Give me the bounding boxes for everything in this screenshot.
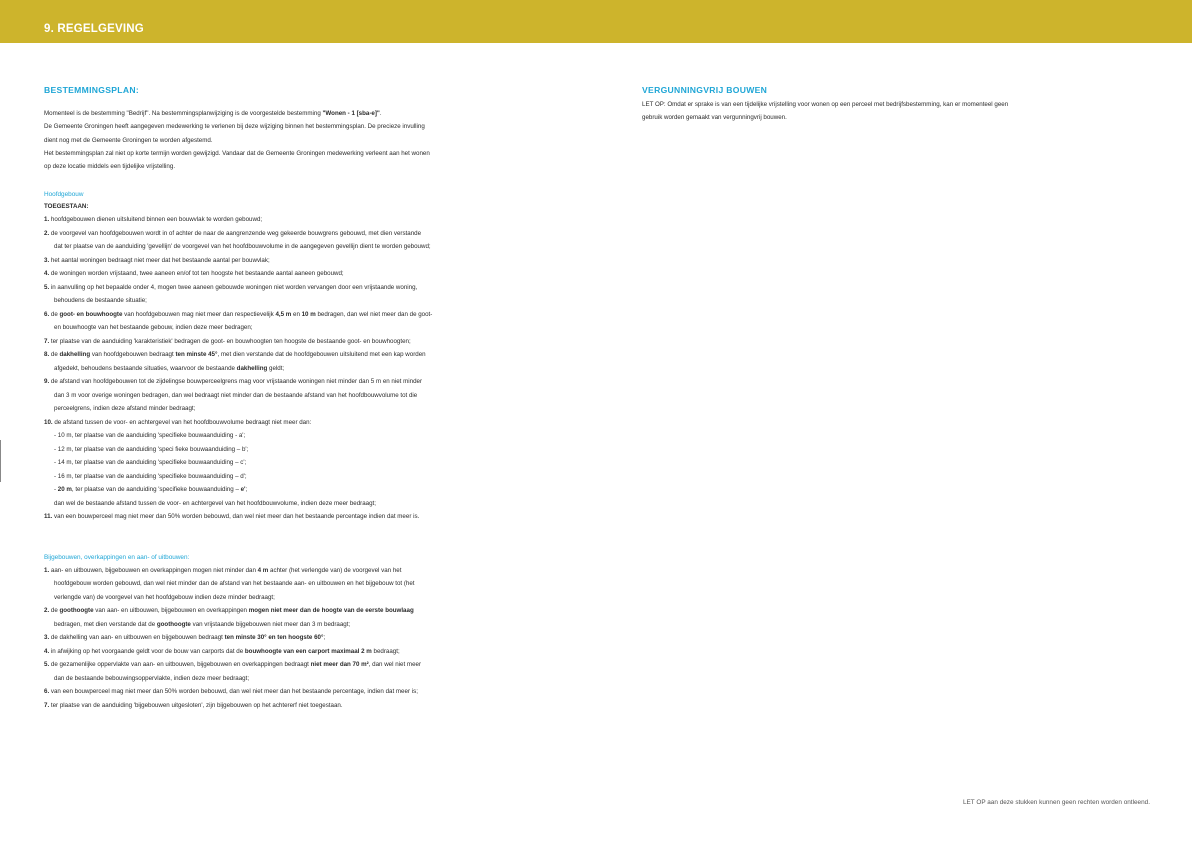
rule-number: 3. [44, 634, 50, 642]
vergunningvrij-line: LET OP: Omdat er sprake is van een tijdelijke vrijstelling voor wonen op een perceel met bedrijfsbestemming, kan er momenteel geen [642, 101, 1009, 108]
rule-text: van een bouwperceel mag niet meer dan 50% worden bebouwd, dan wel niet meer dan het bestaande percentage, indien dat meer is; [49, 688, 418, 696]
rule-text: hoofdgebouw worden gebouwd, dan wel niet minder dan de afstand van het bestaande aan- en uitbouwen en het bijgebouw tot (het [54, 580, 415, 588]
rule-subitem: - 16 m, ter plaatse van de aanduiding 'specifieke bouwaanduiding – d'; [54, 472, 247, 480]
rule-item [44, 510, 584, 524]
rule-text: perceelgrens, indien deze afstand minder bedraagt; [54, 405, 196, 413]
hoofdgebouw-subheading: Hoofdgebouw [44, 191, 84, 199]
rule-text: het aantal woningen bedraagt niet meer dat het bestaande aantal per bouwvlak; [49, 256, 270, 264]
rule-item [44, 685, 584, 699]
rule-text: de dakhelling van hoofdgebouwen bedraagt ten minste 45°, met dien verstande dat de hoofdgebouwen uitsluitend met een kap worden [49, 351, 426, 359]
rule-text: de goothoogte van aan- en uitbouwen, bijgebouwen en overkappingen mogen niet meer dan de hoogte van de eerste bouwlaag [49, 607, 414, 615]
disclaimer-footer: LET OP aan deze stukken kunnen geen rechten worden ontleend. [962, 799, 1150, 806]
rule-subitem: - 20 m, ter plaatse van de aanduiding 'specifieke bouwaanduiding – e'; [54, 486, 248, 494]
rule-text: de dakhelling van aan- en uitbouwen en bijgebouwen bedraagt ten minste 30° en ten hoogste 60°; [49, 634, 326, 642]
toegestaan-label: TOEGESTAAN: [44, 203, 89, 211]
rule-item [44, 267, 584, 281]
rule-text: de goot- en bouwhoogte van hoofdgebouwen mag niet meer dan respectievelijk 4,5 m en 10 m bedragen, dan wel niet meer dan de goot- [49, 310, 433, 318]
rule-item [44, 213, 584, 227]
rule-text: de afstand tussen de voor- en achtergevel van het hoofdbouwvolume bedraagt niet meer dan: [52, 418, 312, 426]
rule-number: 11. [44, 513, 53, 521]
vergunningvrij-line: gebruik worden gemaakt van vergunningvrij bouwen. [642, 114, 787, 122]
rule-text: de gezamenlijke oppervlakte van aan- en uitbouwen, bijgebouwen en overkappingen bedraagt niet meer dan 70 m², dan wel niet meer [49, 661, 422, 669]
rule-number: 5. [44, 661, 50, 669]
rule-text: verlengde van) de voorgevel van het hoofdgebouw indien deze minder bedraagt; [54, 593, 275, 601]
rule-number: 6. [44, 310, 50, 318]
rule-text: de voorgevel van hoofdgebouwen wordt in of achter de naar de aangrenzende weg gekeerde bouwgrens gebouwd, met dien verstande [49, 229, 422, 237]
hoofdgebouw-rules-list [44, 213, 584, 524]
rule-item [44, 335, 584, 349]
rule-number: 2. [44, 607, 50, 615]
rule-number: 7. [44, 701, 50, 709]
intro-line: De Gemeente Groningen heeft aangegeven medewerking te verlenen bij deze wijziging binnen het bestemmingsplan. De precieze invulling [44, 123, 425, 131]
rule-text: dan de bestaande bebouwingsoppervlakte, indien deze meer bedraagt; [54, 674, 250, 682]
rule-item [44, 699, 584, 713]
page-edge-mark [0, 440, 1, 482]
intro-line: dient nog met de Gemeente Groningen te worden afgestemd. [44, 136, 213, 144]
bestemmingsplan-heading: BESTEMMINGSPLAN: [44, 85, 140, 95]
rule-text: bedragen, met dien verstande dat de goothoogte van vrijstaande bijgebouwen niet meer dan 3 m bedraagt; [54, 620, 351, 628]
rule-text: dat ter plaatse van de aanduiding 'gevellijn' de voorgevel van het hoofdbouwvolume in de aangegeven gevellijn dient te worden gebouwd; [54, 243, 431, 251]
bijgebouwen-rules-list [44, 564, 584, 713]
rule-number: 5. [44, 283, 50, 291]
page-header-bar [0, 0, 1192, 43]
rule-text: en bouwhoogte van het bestaande gebouw, indien deze meer bedragen; [54, 324, 253, 332]
rule-number: 4. [44, 647, 50, 655]
rule-text: in afwijking op het voorgaande geldt voor de bouw van carports dat de bouwhoogte van een carport maximaal 2 m bedraagt; [49, 647, 400, 655]
rule-text: in aanvulling op het bepaalde onder 4, mogen twee aaneen gebouwde woningen niet worden vervangen door een vrijstaande woning, [49, 283, 418, 291]
rule-number: 9. [44, 378, 50, 386]
left-column [44, 84, 584, 712]
rule-item [44, 254, 584, 268]
vergunningvrij-heading: VERGUNNINGVRIJ BOUWEN [642, 85, 768, 95]
rule-number: 6. [44, 688, 50, 696]
rule-item [44, 416, 584, 511]
rule-text: ter plaatse van de aanduiding 'bijgebouwen uitgesloten', zijn bijgebouwen op het achtererf niet toegestaan. [49, 701, 343, 709]
rule-number: 1. [44, 566, 50, 574]
intro-block [44, 107, 584, 173]
rule-text: behoudens de bestaande situatie; [54, 297, 147, 305]
rule-item [44, 308, 584, 335]
rule-item [44, 227, 584, 254]
rule-item [44, 631, 584, 645]
rule-text: aan- en uitbouwen, bijgebouwen en overkappingen mogen niet minder dan 4 m achter (het verlengde van) de voorgevel van het [49, 566, 402, 574]
intro-line: Momenteel is de bestemming "Bedrijf". Na bestemmingsplanwijziging is de voorgestelde bestemming "Wonen - 1 [sba-e]". [44, 110, 382, 117]
rule-number: 7. [44, 337, 50, 345]
rule-subitem: dan wel de bestaande afstand tussen de voor- en achtergevel van het hoofdbouwvolume, indien deze meer bedraagt; [54, 499, 376, 507]
rule-number: 1. [44, 216, 50, 224]
page-title: 9. REGELGEVING [44, 23, 144, 35]
rule-item [44, 348, 584, 375]
rule-number: 8. [44, 351, 50, 359]
rule-text: van een bouwperceel mag niet meer dan 50% worden bebouwd, dan wel niet meer dan het bestaande percentage indien dat meer is. [52, 513, 420, 521]
intro-line: Het bestemmingsplan zal niet op korte termijn worden gewijzigd. Vandaar dat de Gemeente Groningen medewerking verleent aan het wonen [44, 149, 430, 157]
right-column [642, 84, 1152, 125]
bijgebouwen-subheading: Bijgebouwen, overkappingen en aan- of uitbouwen: [44, 553, 190, 561]
rule-number: 3. [44, 256, 50, 264]
intro-line: op deze locatie middels een tijdelijke vrijstelling. [44, 163, 176, 171]
rule-text: dan 3 m voor overige woningen bedragen, dan wel bedraagt niet minder dan de bestaande afstand van het hoofdbouwvolume tot die [54, 391, 418, 399]
rule-item [44, 375, 584, 416]
rule-number: 2. [44, 229, 50, 237]
rule-item [44, 604, 584, 631]
rule-text: de afstand van hoofdgebouwen tot de zijdelingse bouwperceelgrens mag voor vrijstaande woningen niet minder dan 5 m en niet minder [49, 378, 423, 386]
rule-text: de woningen worden vrijstaand, twee aaneen en/of tot ten hoogste het bestaande aantal aaneen gebouwd; [49, 270, 344, 278]
rule-item [44, 645, 584, 659]
rule-text: hoofdgebouwen dienen uitsluitend binnen een bouwvlak te worden gebouwd; [49, 216, 263, 224]
rule-text: afgedekt, behoudens bestaande situaties, waarvoor de bestaande dakhelling geldt; [54, 364, 285, 372]
rule-item [44, 658, 584, 685]
rule-subitem: - 12 m, ter plaatse van de aanduiding 'speci fieke bouwaanduiding – b'; [54, 445, 249, 453]
rule-number: 10. [44, 418, 53, 426]
rule-subitem: - 14 m, ter plaatse van de aanduiding 'specifieke bouwaanduiding – c'; [54, 459, 247, 467]
rule-item [44, 564, 584, 605]
rule-number: 4. [44, 270, 50, 278]
rule-text: ter plaatse van de aanduiding 'karakteristiek' bedragen de goot- en bouwhoogten ten hoogste de bestaande goot- en bouwhoogten; [49, 337, 411, 345]
rule-subitem: - 10 m, ter plaatse van de aanduiding 'specifieke bouwaanduiding - a'; [54, 432, 246, 440]
rule-item [44, 281, 584, 308]
